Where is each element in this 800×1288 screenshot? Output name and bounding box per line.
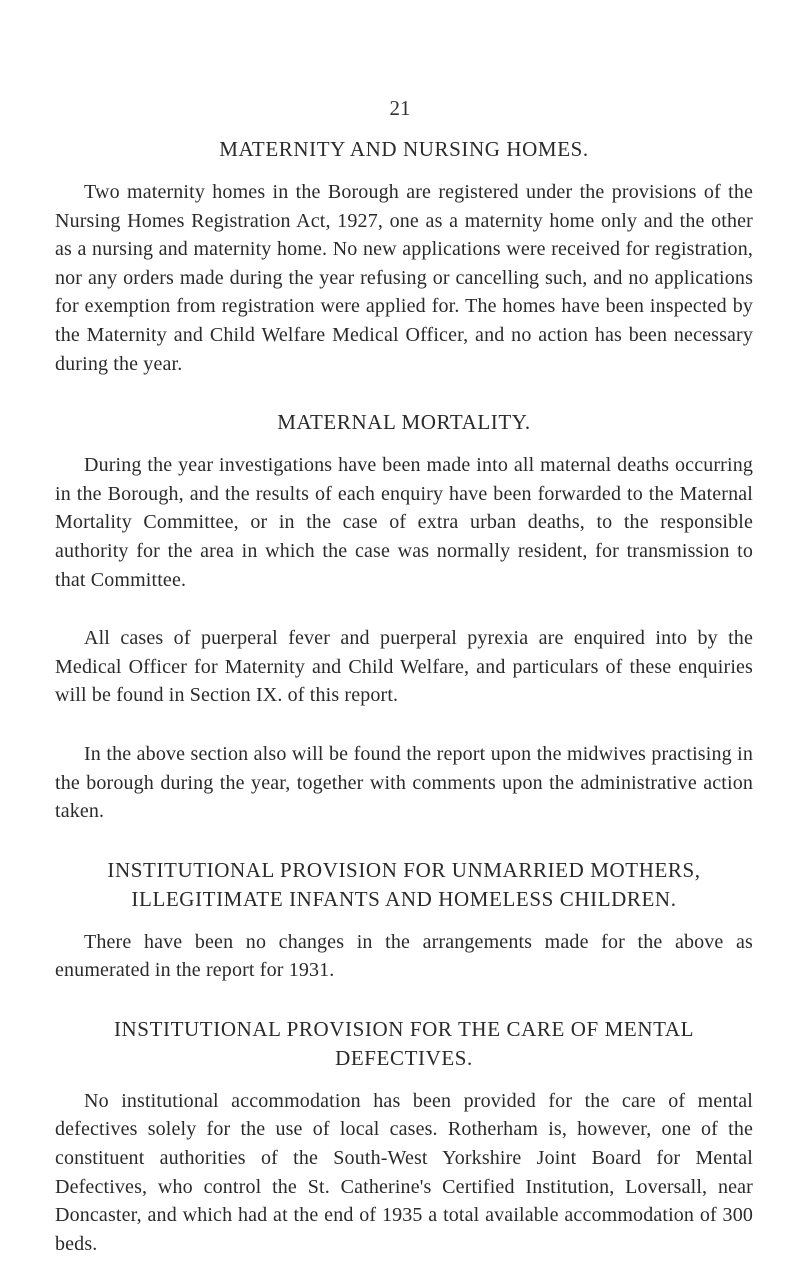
section-heading: INSTITUTIONAL PROVISION FOR THE CARE OF MENTAL DEFECTIVES. (113, 1016, 695, 1070)
paragraph: There have been no changes in the arrangements made for the above as enumerated in the report for 1931. (55, 930, 753, 982)
section-maternity-nursing-homes (55, 135, 753, 378)
section-mental-defectives (55, 1015, 753, 1259)
paragraph: During the year investigations have been made into all maternal deaths occurring in the Borough, and the results of each enquiry have been forwarded to the Maternal Mortality Committee, or in the case of extra urban deaths, to the responsible authority for the area in which the case was normally resident, for transmission to that Committee. (55, 454, 753, 591)
paragraph: In the above section also will be found the report upon the midwives practising in the borough during the year, together with comments upon the administrative action taken. (55, 742, 753, 823)
paragraph: No institutional accommodation has been provided for the care of mental defectives solely for the use of local cases. Rotherham is, however, one of the constituent authorities of the South-West Yorkshire Joint Board for Mental Defectives, who control the St. Catherine's Certified Institution, Loversall, near Doncaster, and which had at the end of 1935 a total available accommodation of 300 beds. (55, 1089, 753, 1255)
section-maternal-mortality (55, 408, 753, 826)
section-heading: MATERNITY AND NURSING HOMES. (219, 137, 589, 161)
paragraph: Two maternity homes in the Borough are registered under the provisions of the Nursing Homes Registration Act, 1927, one as a maternity home only and the other as a nursing and maternity home. No new applications were received for registration, nor any orders made during the year refusing or cancelling such, and no applications for exemption from registration were applied for. The homes have been inspected by the Maternity and Child Welfare Medical Officer, and no action has been necessary during the year. (55, 181, 753, 375)
page-content (55, 135, 753, 1288)
section-heading: INSTITUTIONAL PROVISION FOR UNMARRIED MOTHERS, ILLEGITIMATE INFANTS AND HOMELESS CHILDREN. (107, 857, 701, 911)
paragraph: All cases of puerperal fever and puerperal pyrexia are enquired into by the Medical Officer for Maternity and Child Welfare, and particulars of these enquiries will be found in Section IX. of this report. (55, 627, 753, 707)
section-unmarried-mothers (55, 856, 753, 985)
section-heading: MATERNAL MORTALITY. (277, 410, 531, 435)
page-number: 21 (389, 96, 411, 120)
